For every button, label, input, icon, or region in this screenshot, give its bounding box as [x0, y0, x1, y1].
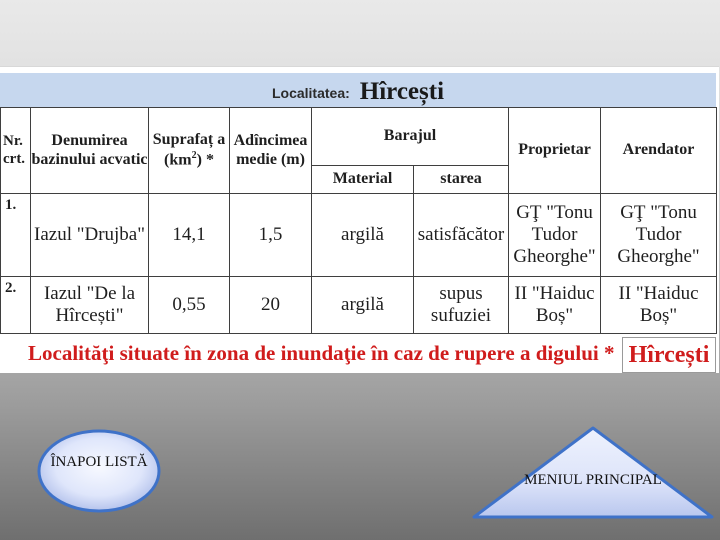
header-nr: Nr. crt.	[1, 108, 31, 194]
locality-name: Hîrcești	[359, 78, 445, 105]
header-area: Suprafaț a $(km^2)$ *	[149, 108, 230, 194]
row-basin-name: Iazul "De la Hîrcești"	[31, 277, 149, 334]
table-row	[1, 277, 717, 334]
header-owner: Proprietar	[509, 108, 601, 194]
main-menu-button[interactable]	[470, 424, 716, 520]
header-basin-name: Denumirea bazinului acvatic	[31, 108, 149, 194]
row-depth: 1,5	[230, 194, 312, 277]
header-state: starea	[414, 166, 509, 194]
header-lessee: Arendator	[601, 108, 717, 194]
header-dam: Barajul	[312, 108, 509, 166]
header-depth: Adîncimea medie (m)	[230, 108, 312, 194]
row-basin-name: Iazul "Drujba"	[31, 194, 149, 277]
row-depth: 20	[230, 277, 312, 334]
row-state: supus sufuziei	[414, 277, 509, 334]
row-nr: 1.	[1, 194, 31, 277]
flood-warning-bar	[0, 338, 716, 372]
header-material: Material	[312, 166, 414, 194]
row-area: 0,55	[149, 277, 230, 334]
flood-warning-text: Localităţi situate în zona de inundaţie în caz de rupere a digului *	[28, 341, 615, 365]
row-lessee: II "Haiduc Boș"	[601, 277, 717, 334]
row-lessee: GŢ "Tonu Tudor Gheorghe"	[601, 194, 717, 277]
row-state: satisfăcător	[414, 194, 509, 277]
locality-label: Localitatea:	[271, 85, 350, 101]
row-material: argilă	[312, 277, 414, 334]
back-to-list-button[interactable]	[36, 428, 162, 514]
main-menu-label: MENIUL PRINCIPAL	[524, 472, 662, 488]
row-area: 14,1	[149, 194, 230, 277]
flood-locality-name: Hîrcești	[622, 337, 716, 373]
locality-title-bar	[0, 73, 716, 107]
row-owner: GŢ "Tonu Tudor Gheorghe"	[509, 194, 601, 277]
table-row	[1, 194, 717, 277]
row-nr: 2.	[1, 277, 31, 334]
water-basins-table	[0, 107, 717, 334]
row-material: argilă	[312, 194, 414, 277]
row-owner: II "Haiduc Boș"	[509, 277, 601, 334]
back-to-list-label: ÎNAPOI LISTĂ	[50, 454, 148, 470]
